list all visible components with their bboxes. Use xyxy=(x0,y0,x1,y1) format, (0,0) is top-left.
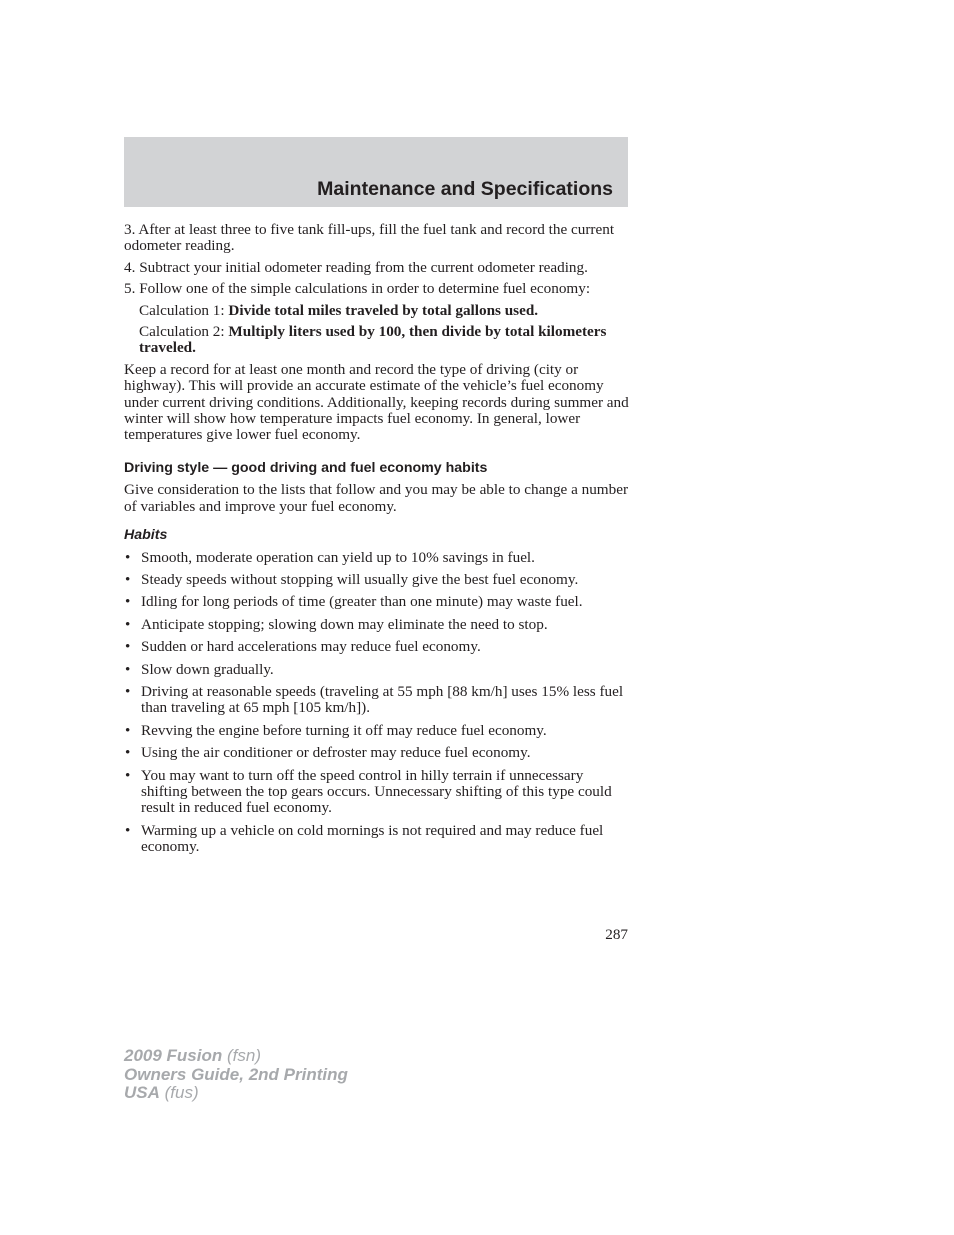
calculation-1 xyxy=(139,303,630,319)
list-item xyxy=(124,684,630,717)
bullet-icon: • xyxy=(125,721,131,739)
footer-line-model xyxy=(124,1047,348,1066)
calculation-1-text: Divide total miles traveled by total gallons used. xyxy=(228,301,539,319)
section-header-band xyxy=(124,137,628,207)
footer-model: 2009 Fusion xyxy=(124,1046,223,1065)
list-item xyxy=(124,723,630,739)
calculation-2-text: Multiply liters used by 100, then divide by total kilometers traveled. xyxy=(139,323,607,357)
habit-text: Slow down gradually. xyxy=(141,660,274,678)
list-item xyxy=(124,823,630,856)
driving-style-intro: Give consideration to the lists that follow and you may be able to change a number of variables and improve your fuel economy. xyxy=(124,481,629,515)
list-item xyxy=(124,572,630,588)
record-paragraph: Keep a record for at least one month and record the type of driving (city or highway). This will provide an accurate estimate of the vehicle’s fuel economy under current driving conditions. Additionally, keeping records during summer and winter will show how temperature impacts fuel economy. In general, lower temperatures give lower fuel economy. xyxy=(124,360,629,444)
list-item xyxy=(124,768,630,817)
footer-market: USA xyxy=(124,1083,160,1102)
habit-text: Driving at reasonable speeds (traveling at 55 mph [88 km/h] uses 15% less fuel than traveling at 65 mph [105 km/h]). xyxy=(141,682,624,717)
habit-text: Sudden or hard accelerations may reduce fuel economy. xyxy=(141,638,481,656)
footer-market-code: (fus) xyxy=(159,1083,199,1102)
step-4-paragraph: 4. Subtract your initial odometer reading from the current odometer reading. xyxy=(124,258,588,276)
habits-heading: Habits xyxy=(124,527,168,544)
bullet-icon: • xyxy=(125,638,131,656)
list-item xyxy=(124,550,630,566)
bullet-icon: • xyxy=(125,660,131,678)
list-item xyxy=(124,662,630,678)
step-3-paragraph: 3. After at least three to five tank fill-ups, fill the fuel tank and record the current odometer reading. xyxy=(124,221,615,255)
bullet-icon: • xyxy=(125,570,131,588)
habit-text: You may want to turn off the speed control in hilly terrain if unnecessary shifting between the top gears occurs. Unnecessary shifting of this type could result in reduced fuel economy. xyxy=(141,766,612,817)
list-item xyxy=(124,639,630,655)
list-item xyxy=(124,594,630,610)
page-content xyxy=(124,222,630,862)
bullet-icon: • xyxy=(125,744,131,762)
footer-edition: Owners Guide, 2nd Printing xyxy=(124,1064,348,1084)
driving-style-heading: Driving style — good driving and fuel economy habits xyxy=(124,459,488,476)
bullet-icon: • xyxy=(125,682,131,700)
calculation-1-label: Calculation 1: xyxy=(139,301,229,319)
footer-line-market xyxy=(124,1084,348,1103)
habit-text: Smooth, moderate operation can yield up to 10% savings in fuel. xyxy=(141,548,535,566)
habit-text: Idling for long periods of time (greater than one minute) may waste fuel. xyxy=(141,593,583,611)
calculation-2 xyxy=(139,324,630,357)
section-title: Maintenance and Specifications xyxy=(317,178,613,200)
footer-model-code: (fsn) xyxy=(222,1046,261,1065)
habits-list xyxy=(124,550,630,856)
habit-text: Using the air conditioner or defroster may reduce fuel economy. xyxy=(141,744,531,762)
document-footer xyxy=(124,1047,348,1103)
bullet-icon: • xyxy=(125,766,131,784)
habit-text: Steady speeds without stopping will usually give the best fuel economy. xyxy=(141,570,579,588)
bullet-icon: • xyxy=(125,821,131,839)
bullet-icon: • xyxy=(125,548,131,566)
bullet-icon: • xyxy=(125,615,131,633)
bullet-icon: • xyxy=(125,593,131,611)
step-5-paragraph: 5. Follow one of the simple calculations in order to determine fuel economy: xyxy=(124,280,591,298)
habit-text: Warming up a vehicle on cold mornings is not required and may reduce fuel economy. xyxy=(141,821,604,856)
footer-line-edition xyxy=(124,1066,348,1085)
page-number: 287 xyxy=(605,926,628,943)
habit-text: Anticipate stopping; slowing down may eliminate the need to stop. xyxy=(141,615,548,633)
list-item xyxy=(124,745,630,761)
list-item xyxy=(124,617,630,633)
habit-text: Revving the engine before turning it off may reduce fuel economy. xyxy=(141,721,547,739)
calculation-2-label: Calculation 2: xyxy=(139,323,229,341)
